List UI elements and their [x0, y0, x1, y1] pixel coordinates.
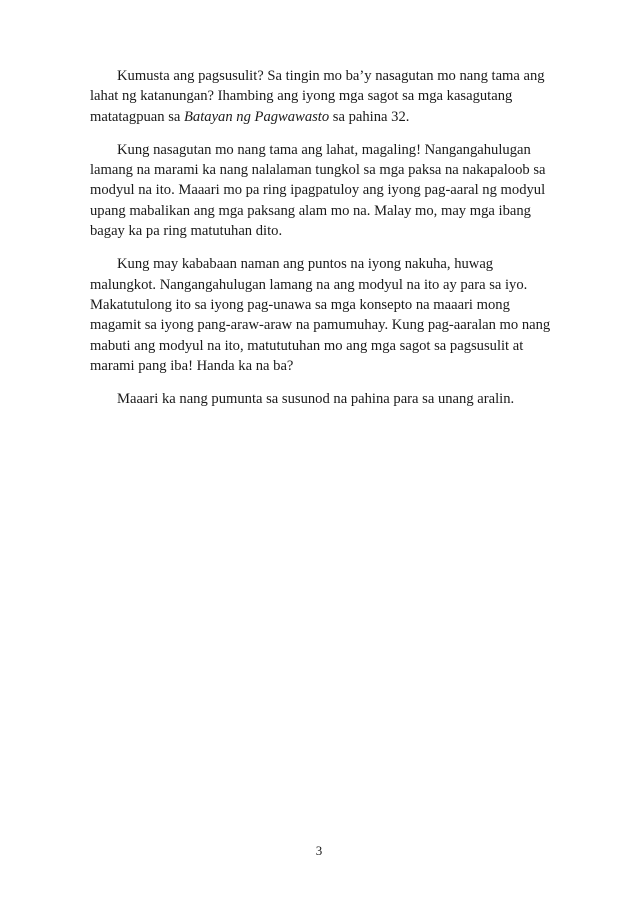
paragraph-intro — [90, 66, 560, 127]
body-text — [90, 66, 560, 422]
paragraph-intro-end: sa pahina 32. — [329, 108, 410, 125]
paragraph-next: Maaari ka nang pumunta sa susunod na pahina para sa unang aralin. — [117, 391, 515, 408]
paragraph-high-score: Kung nasagutan mo nang tama ang lahat, magaling! Nangangahulugan lamang na marami ka nang nalalaman tungkol sa mga paksa na nakapaloob sa modyul na ito. Maaari mo pa ring ipagpatuloy ang iyong pag-aaral ng modyul upang mabalikan ang mga paksang alam mo na. Malay mo, may mga ibang bagay ka pa ring matutuhan dito. — [90, 141, 546, 240]
paragraph-intro-text: Kumusta ang pagsusulit? Sa tingin mo ba’y nasagutan mo nang tama ang lahat ng katanungan? Ihambing ang iyong mga sagot sa mga kasagutang matatagpuan sa — [90, 68, 545, 125]
page-number: 3 — [315, 843, 323, 858]
reference-title: Batayan ng Pagwawasto — [184, 108, 330, 125]
paragraph-low-score: Kung may kababaan naman ang puntos na iyong nakuha, huwag malungkot. Nangangahulugan lamang na ang modyul na ito ay para sa iyo. Makatutulong ito sa iyong pag-unawa sa mga konsepto na maaari mong magamit sa iyong pang-araw-araw na pamumuhay. Kung pag-aaralan mo nang mabuti ang modyul na ito, matututuhan mo ang mga sagot sa pagsusulit at marami pang iba! Handa ka na ba? — [90, 256, 551, 374]
